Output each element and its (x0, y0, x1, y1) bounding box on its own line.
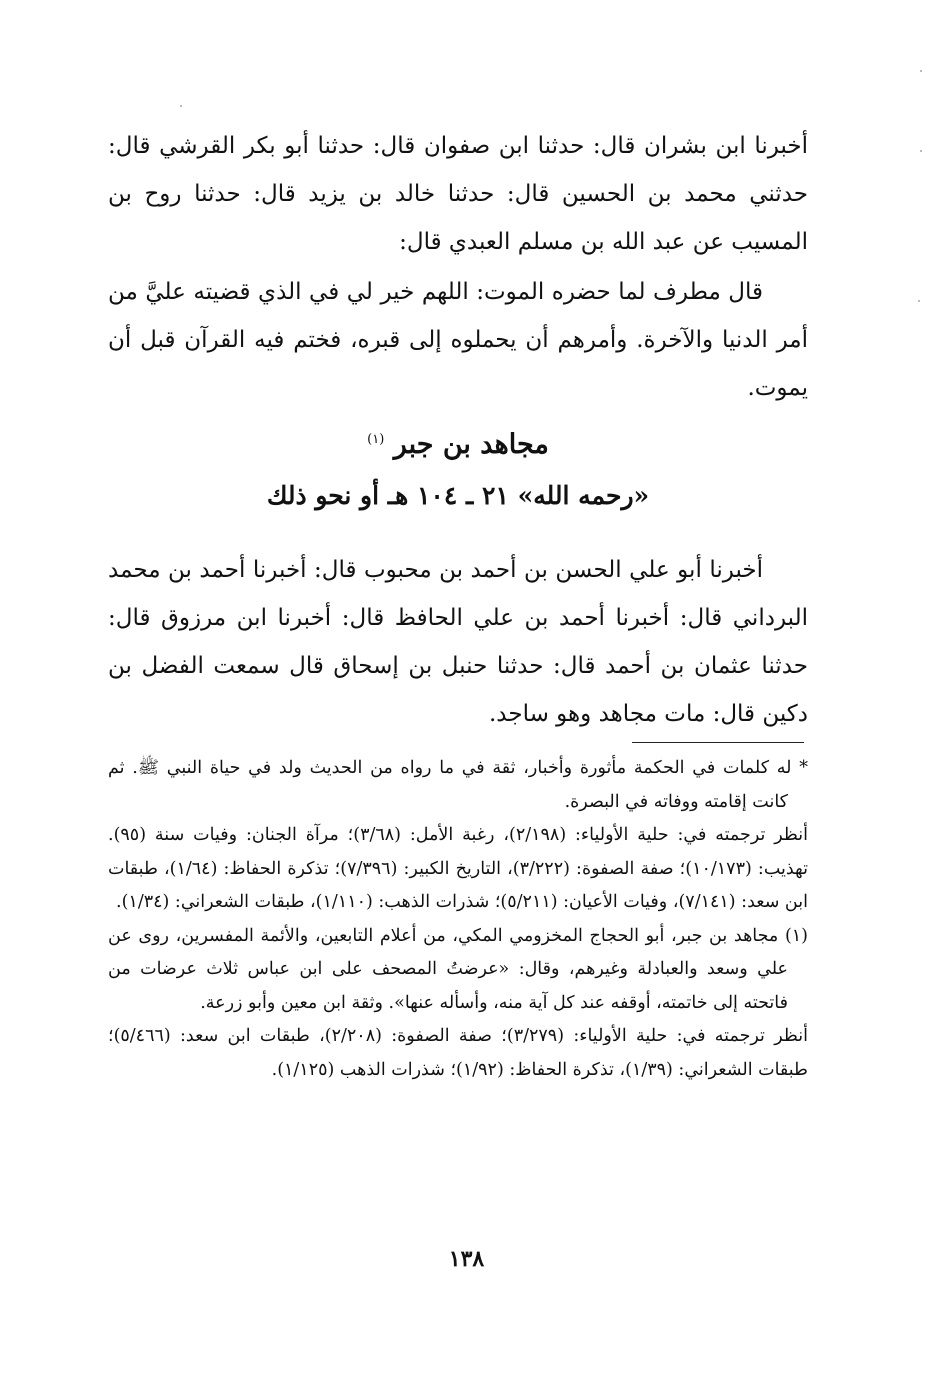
body-paragraph-2: قال مطرف لما حضره الموت: اللهم خير لي في الذي قضيته عليَّ من أمر الدنيا والآخرة. وأمرهم أن يحملوه إلى قبره، فختم فيه القرآن قبل أن يموت. (108, 279, 808, 401)
scan-speck (920, 70, 922, 72)
section-title (108, 418, 808, 467)
scan-speck (180, 105, 182, 107)
footnotes (108, 752, 808, 1087)
section-title-text: مجاهد بن جبر (393, 429, 549, 460)
footnote-1: (١) مجاهد بن جبر، أبو الحجاج المخزومي المكي، من أعلام التابعين، والأئمة المفسرين، روى عن علي وسعد والعبادلة وغيرهم، وقال: «عرضتُ المصحف على ابن عباس ثلاث عرضات من فاتحته إلى خاتمته، أوقفه عند كل آية منه، وأسأله عنها». وثقة ابن معين وأبو زرعة. (108, 925, 808, 1013)
footnote-1-sources: أنظر ترجمته في: حلية الأولياء: (٣/٢٧٩)؛ صفة الصفوة: (٢/٢٠٨)، طبقات ابن سعد: (٥/٤٦٦)؛ طبقات الشعراني: (١/٣٩)، تذكرة الحفاظ: (١/٩٢)؛ شذرات الذهب (١/١٢٥). (108, 1026, 808, 1080)
scan-speck (920, 150, 922, 152)
footnote-sources: أنظر ترجمته في: حلية الأولياء: (٢/١٩٨)، رغبة الأمل: (٣/٦٨)؛ مرآة الجنان: وفيات سنة (٩٥). تهذيب: (١٠/١٧٣)؛ صفة الصفوة: (٣/٢٢٢)، التاريخ الكبير: (٧/٣٩٦)؛ تذكرة الحفاظ: (١/٦٤)، طبقات ابن سعد: (٧/١٤١)، وفيات الأعيان: (٥/٢١١)؛ شذرات الذهب: (١/١١٠)، طبقات الشعراني: (١/٣٤). (108, 825, 808, 912)
footnote-biography: * له كلمات في الحكمة مأثورة وأخبار، ثقة في ما رواه من الحديث ولد في حياة النبي ﷺ. ثم كانت إقامته ووفاته في البصرة. (108, 758, 808, 812)
scan-speck (918, 300, 920, 302)
footnote-separator (632, 742, 804, 743)
footnote-reference: (١) (367, 432, 385, 447)
section-subtitle: «رحمه الله» ٢١ ـ ١٠٤ هـ أو نحو ذلك (266, 481, 650, 510)
page-number: ١٣٨ (448, 1246, 485, 1272)
body-paragraph-1: أخبرنا ابن بشران قال: حدثنا ابن صفوان قال: حدثنا أبو بكر القرشي قال: حدثني محمد بن الحسين قال: حدثنا خالد بن يزيد قال: حدثنا روح بن المسيب عن عبد الله بن مسلم العبدي قال: (108, 133, 808, 255)
body-paragraph-3: أخبرنا أبو علي الحسن بن أحمد بن محبوب قال: أخبرنا أحمد بن محمد البرداني قال: أخبرنا أحمد بن علي الحافظ قال: أخبرنا ابن مرزوق قال: حدثنا عثمان بن أحمد قال: حدثنا حنبل بن إسحاق قال سمعت الفضل بن دكين قال: مات مجاهد وهو ساجد. (108, 557, 808, 727)
